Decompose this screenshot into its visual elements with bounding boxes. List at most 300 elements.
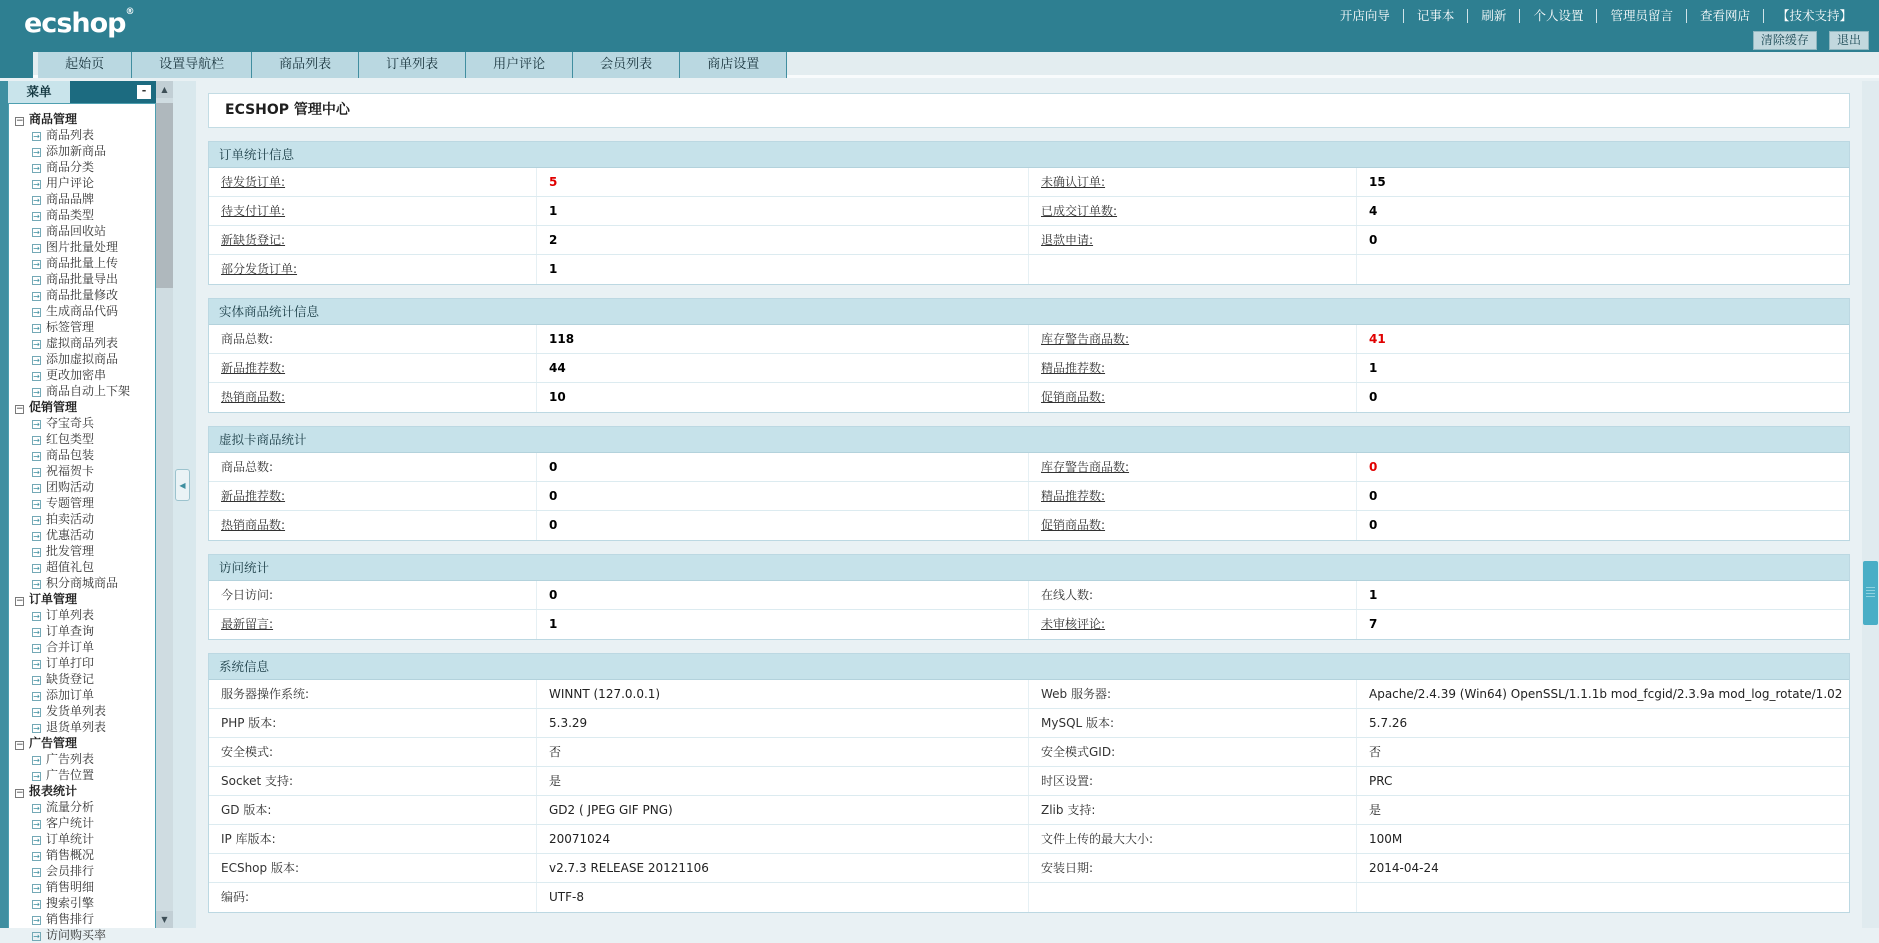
stat-value-text: 1 (549, 262, 558, 276)
stat-label-text[interactable]: 未审核评论: (1041, 617, 1106, 631)
sidebar-item[interactable] (9, 143, 155, 159)
sidebar-item-label: 积分商城商品 (46, 576, 119, 590)
stat-value-text: 0 (549, 489, 558, 503)
table-row (209, 825, 1849, 854)
stat-label[interactable] (1029, 610, 1357, 639)
sidebar-scrollbar-thumb[interactable] (156, 103, 173, 288)
stat-value (1357, 825, 1849, 853)
link-arrow-icon: → (33, 756, 40, 765)
stat-value (537, 453, 1029, 481)
sidebar-item[interactable] (9, 799, 155, 815)
sidebar-item[interactable] (9, 447, 155, 463)
sidebar-item[interactable] (9, 431, 155, 447)
link-arrow-icon: → (33, 372, 40, 381)
sidebar-item[interactable] (9, 511, 155, 527)
stat-label-text: ECShop 版本: (221, 861, 300, 875)
sidebar-item[interactable] (9, 175, 155, 191)
tab-6[interactable]: 会员列表 (573, 52, 680, 78)
sidebar-item-label: 团购活动 (46, 480, 95, 494)
page-scrollbar-thumb[interactable] (1863, 561, 1878, 625)
sidebar-item-label: 缺货登记 (46, 672, 95, 686)
stat-value (537, 680, 1029, 708)
sidebar-item[interactable] (9, 607, 155, 623)
sidebar-item[interactable] (9, 703, 155, 719)
stat-label[interactable] (209, 383, 537, 412)
table-row (209, 453, 1849, 482)
stat-label-text: Socket 支持: (221, 774, 294, 788)
stat-value-text: 1 (549, 204, 558, 218)
sidebar-item-label: 商品列表 (46, 128, 95, 142)
section-title: 访问统计 (209, 555, 1849, 581)
tab-7[interactable]: 商店设置 (680, 52, 787, 78)
collapse-box-icon: − (16, 596, 24, 606)
stat-value-text: 100M (1369, 832, 1403, 846)
link-arrow-icon: → (33, 916, 40, 925)
stat-value (537, 825, 1029, 853)
stat-label-text: 编码: (221, 890, 250, 904)
stat-value (537, 581, 1029, 609)
sidebar-item-label: 发货单列表 (46, 704, 107, 718)
stat-label[interactable] (1029, 354, 1357, 382)
stat-label-text: 今日访问: (221, 588, 274, 602)
sidebar-item[interactable] (9, 671, 155, 687)
stat-value-text: 5.3.29 (549, 716, 588, 730)
table-row (209, 767, 1849, 796)
stat-value (1357, 738, 1849, 766)
stat-label-text: 商品总数: (221, 332, 274, 346)
link-arrow-icon: → (33, 836, 40, 845)
stat-label-text[interactable]: 促销商品数: (1041, 390, 1106, 404)
link-arrow-icon: → (33, 388, 40, 397)
tab-3[interactable]: 商品列表 (252, 52, 359, 78)
tab-5[interactable]: 用户评论 (466, 52, 573, 78)
table-row (209, 197, 1849, 226)
sidebar-item[interactable] (9, 639, 155, 655)
link-arrow-icon: → (33, 708, 40, 717)
sidebar-item[interactable] (9, 847, 155, 863)
topbar-buttons (1746, 29, 1869, 50)
link-arrow-icon: → (33, 532, 40, 541)
sidebar-item[interactable] (9, 415, 155, 431)
sidebar-item[interactable] (9, 863, 155, 879)
stat-label-text: 在线人数: (1041, 588, 1094, 602)
stat-label (1029, 825, 1357, 853)
stat-label[interactable] (209, 197, 537, 225)
tab-strip (0, 52, 1879, 78)
sidebar-item-label: 优惠活动 (46, 528, 95, 542)
stat-label-text[interactable]: 促销商品数: (1041, 518, 1106, 532)
stat-value (1357, 883, 1849, 912)
table-row (209, 738, 1849, 767)
stat-value (537, 738, 1029, 766)
sidebar-item[interactable] (9, 559, 155, 575)
stat-value-text: 118 (549, 332, 575, 346)
sidebar-item[interactable] (9, 383, 155, 399)
sidebar-item-label: 销售明细 (46, 880, 95, 894)
stat-label (209, 767, 537, 795)
sidebar-item[interactable] (9, 927, 155, 943)
link-arrow-icon: → (33, 468, 40, 477)
tab-strip-corner (0, 52, 33, 78)
stat-value-text: 1 (1369, 361, 1378, 375)
sidebar-item[interactable] (9, 223, 155, 239)
stat-value (537, 610, 1029, 639)
stat-label[interactable] (209, 511, 537, 540)
sidebar-item-label: 流量分析 (46, 800, 95, 814)
collapse-box-icon: − (16, 404, 24, 414)
link-arrow-icon: → (33, 820, 40, 829)
sidebar-item-label: 搜索引擎 (46, 896, 95, 910)
sidebar-item[interactable] (9, 655, 155, 671)
stat-value (537, 226, 1029, 254)
sidebar-item[interactable] (9, 879, 155, 895)
stat-value (1357, 796, 1849, 824)
sidebar-group-2[interactable] (9, 399, 155, 415)
stat-value (537, 168, 1029, 196)
sidebar-group-5[interactable] (9, 783, 155, 799)
sidebar-item-label: 商品自动上下架 (46, 384, 131, 398)
stat-value-text: 7 (1369, 617, 1378, 631)
stat-label-text: 安全模式: (221, 745, 274, 759)
sidebar-item[interactable] (9, 207, 155, 223)
section-title: 系统信息 (209, 654, 1849, 680)
table-row (209, 168, 1849, 197)
table-row (209, 354, 1849, 383)
stat-label[interactable] (1029, 197, 1357, 225)
page-scrollbar[interactable] (1862, 81, 1879, 928)
sidebar-item-label: 访问购买率 (46, 928, 107, 942)
link-arrow-icon: → (33, 804, 40, 813)
stat-label-text[interactable]: 已成交订单数: (1041, 204, 1118, 218)
stat-value (537, 883, 1029, 912)
stat-value (1357, 453, 1849, 481)
sidebar-item[interactable] (9, 127, 155, 143)
section-5 (208, 653, 1850, 913)
section-2 (208, 298, 1850, 413)
sidebar-collapse-handle[interactable]: ◀ (175, 469, 190, 501)
stat-label-text[interactable]: 新缺货登记: (221, 233, 286, 247)
topbar-links (1327, 8, 1865, 26)
link-arrow-icon: → (33, 692, 40, 701)
table-row (209, 883, 1849, 912)
stat-value-text: 否 (549, 745, 562, 759)
sidebar-item-label: 祝福贺卡 (46, 464, 95, 478)
stat-label (1029, 767, 1357, 795)
scroll-up-icon[interactable]: ▲ (156, 81, 173, 98)
stat-value (1357, 255, 1849, 284)
sidebar-item-label: 客户统计 (46, 816, 95, 830)
stat-value-text: 5.7.26 (1369, 716, 1408, 730)
sidebar-item-label: 虚拟商品列表 (46, 336, 119, 350)
collapse-box-icon: − (16, 740, 24, 750)
stat-label[interactable] (1029, 168, 1357, 196)
stat-label-text[interactable]: 部分发货订单: (221, 262, 298, 276)
main-content (196, 81, 1862, 928)
sidebar-item[interactable] (9, 319, 155, 335)
stat-value-text: UTF-8 (549, 890, 584, 904)
link-arrow-icon: → (33, 516, 40, 525)
table-row (209, 680, 1849, 709)
link-arrow-icon: → (33, 228, 40, 237)
sidebar-item-label: 订单打印 (46, 656, 95, 670)
sidebar-item-label: 专题管理 (46, 496, 95, 510)
stat-value-text: 20071024 (549, 832, 611, 846)
stat-value-text: 0 (1369, 390, 1378, 404)
stat-value (1357, 767, 1849, 795)
link-arrow-icon: → (33, 548, 40, 557)
table-row (209, 610, 1849, 639)
topbar-link-3[interactable]: 刷新 (1468, 9, 1520, 23)
table-row (209, 482, 1849, 511)
stat-label[interactable] (209, 226, 537, 254)
link-arrow-icon: → (33, 500, 40, 509)
stat-label-text[interactable]: 待发货订单: (221, 175, 286, 189)
stat-value-text: 0 (549, 518, 558, 532)
sidebar-item-label: 商品类型 (46, 208, 95, 222)
stat-label-text[interactable]: 新品推荐数: (221, 361, 286, 375)
topbar-link-5[interactable]: 管理员留言 (1597, 9, 1687, 23)
sidebar-group-4[interactable] (9, 735, 155, 751)
sidebar-item[interactable] (9, 463, 155, 479)
sidebar-item-label: 批发管理 (46, 544, 95, 558)
sidebar-item-label: 图片批量处理 (46, 240, 119, 254)
stat-label-text[interactable]: 待支付订单: (221, 204, 286, 218)
sidebar-item-label: 生成商品代码 (46, 304, 119, 318)
sidebar-item[interactable] (9, 575, 155, 591)
sidebar-scrollbar[interactable] (156, 81, 173, 928)
stat-value (537, 511, 1029, 540)
link-arrow-icon: → (33, 308, 40, 317)
stat-value (537, 767, 1029, 795)
sidebar-item-label: 销售概况 (46, 848, 95, 862)
stat-value-text: v2.7.3 RELEASE 20121106 (549, 861, 709, 875)
sidebar-item[interactable] (9, 623, 155, 639)
stat-label-text[interactable]: 热销商品数: (221, 518, 286, 532)
tab-2[interactable]: 设置导航栏 (132, 52, 252, 78)
stat-value (537, 709, 1029, 737)
sidebar-group-1[interactable] (9, 111, 155, 127)
sidebar-item[interactable] (9, 767, 155, 783)
stat-value (537, 325, 1029, 353)
stat-label-text: 商品总数: (221, 460, 274, 474)
stat-label (209, 796, 537, 824)
stat-label-text: Web 服务器: (1041, 687, 1112, 701)
stat-label-text[interactable]: 库存警告商品数: (1041, 460, 1130, 474)
sidebar-item[interactable] (9, 255, 155, 271)
stat-label (1029, 796, 1357, 824)
table-row (209, 383, 1849, 412)
scroll-down-icon[interactable]: ▼ (156, 911, 173, 928)
link-arrow-icon: → (33, 132, 40, 141)
sidebar-item[interactable] (9, 271, 155, 287)
stat-value-text: 0 (1369, 489, 1378, 503)
topbar-link-1[interactable]: 开店向导 (1327, 9, 1404, 23)
sidebar-menu-tree (8, 103, 156, 942)
topbar-link-4[interactable]: 个人设置 (1520, 9, 1597, 23)
stat-label-text[interactable]: 退款申请: (1041, 233, 1094, 247)
stat-label (1029, 680, 1357, 708)
sidebar-item[interactable] (9, 831, 155, 847)
section-1 (208, 141, 1850, 285)
link-arrow-icon: → (33, 580, 40, 589)
sidebar-item[interactable] (9, 911, 155, 927)
stat-value (1357, 325, 1849, 353)
stat-label (209, 680, 537, 708)
stat-value (1357, 354, 1849, 382)
stat-value-text: 2 (549, 233, 558, 247)
stat-value-text: PRC (1369, 774, 1393, 788)
sidebar-item-label: 订单列表 (46, 608, 95, 622)
stat-value-text: 0 (1369, 233, 1378, 247)
stat-value-text: 1 (549, 617, 558, 631)
sidebar-item[interactable] (9, 527, 155, 543)
sidebar-item[interactable] (9, 367, 155, 383)
stat-value-text: WINNT (127.0.0.1) (549, 687, 661, 701)
sidebar-item[interactable] (9, 719, 155, 735)
sidebar-item[interactable] (9, 479, 155, 495)
stat-label (1029, 709, 1357, 737)
stat-label[interactable] (1029, 482, 1357, 510)
stat-label[interactable] (209, 255, 537, 284)
ecshop-logo: ecshop® (24, 7, 135, 39)
stat-value-text: GD2 ( JPEG GIF PNG) (549, 803, 673, 817)
section-3 (208, 426, 1850, 541)
link-arrow-icon: → (33, 884, 40, 893)
table-row (209, 581, 1849, 610)
topbar-link-6[interactable]: 查看网店 (1687, 9, 1764, 23)
stat-label-text[interactable]: 新品推荐数: (221, 489, 286, 503)
stat-label-text[interactable]: 精品推荐数: (1041, 361, 1106, 375)
stat-value (1357, 680, 1849, 708)
link-arrow-icon: → (33, 628, 40, 637)
stat-label[interactable] (209, 354, 537, 382)
stat-label-text: IP 库版本: (221, 832, 276, 846)
table-row (209, 709, 1849, 738)
stat-label[interactable] (1029, 383, 1357, 412)
sidebar-item[interactable] (9, 191, 155, 207)
sidebar-item-label: 夺宝奇兵 (46, 416, 95, 430)
clear-cache-button[interactable]: 清除缓存 (1753, 31, 1817, 50)
sidebar-item[interactable] (9, 543, 155, 559)
stat-label[interactable] (209, 168, 537, 196)
stat-value (537, 197, 1029, 225)
sidebar-item[interactable] (9, 303, 155, 319)
stat-value (537, 354, 1029, 382)
sidebar-item-label: 拍卖活动 (46, 512, 95, 526)
stat-label[interactable] (1029, 226, 1357, 254)
link-arrow-icon: → (33, 292, 40, 301)
sidebar-item[interactable] (9, 159, 155, 175)
stat-value (537, 255, 1029, 284)
stat-value (1357, 511, 1849, 540)
stat-label-text[interactable]: 最新留言: (221, 617, 274, 631)
collapse-box-icon: − (16, 116, 24, 126)
stat-label-text[interactable]: 热销商品数: (221, 390, 286, 404)
sidebar-item-label: 红包类型 (46, 432, 95, 446)
stat-label[interactable] (209, 610, 537, 639)
sidebar-item-label: 标签管理 (46, 320, 95, 334)
topbar-link-7[interactable]: 【技术支持】 (1776, 8, 1852, 23)
tab-4[interactable]: 订单列表 (359, 52, 466, 78)
stat-label-text: MySQL 版本: (1041, 716, 1115, 730)
stat-value (537, 854, 1029, 882)
section-title: 订单统计信息 (209, 142, 1849, 168)
table-row (209, 325, 1849, 354)
stat-label (209, 825, 537, 853)
stat-value-text: 0 (1369, 460, 1378, 474)
link-arrow-icon: → (33, 724, 40, 733)
link-arrow-icon: → (33, 276, 40, 285)
sidebar-group-3[interactable] (9, 591, 155, 607)
stat-label-text[interactable]: 精品推荐数: (1041, 489, 1106, 503)
sidebar-item-label: 商品批量修改 (46, 288, 119, 302)
stat-label (1029, 255, 1357, 284)
link-arrow-icon: → (33, 180, 40, 189)
stat-label-text[interactable]: 未确认订单: (1041, 175, 1106, 189)
sidebar-item-label: 销售排行 (46, 912, 95, 926)
stat-label-text[interactable]: 库存警告商品数: (1041, 332, 1130, 346)
link-arrow-icon: → (33, 644, 40, 653)
sidebar-item[interactable] (9, 239, 155, 255)
sidebar-item-label: 商品包装 (46, 448, 95, 462)
stat-value (1357, 168, 1849, 196)
link-arrow-icon: → (33, 852, 40, 861)
logout-button[interactable]: 退出 (1829, 31, 1869, 50)
sidebar-item[interactable] (9, 687, 155, 703)
stat-label (209, 453, 537, 481)
link-arrow-icon: → (33, 868, 40, 877)
stat-label (209, 709, 537, 737)
stat-value (1357, 197, 1849, 225)
table-row (209, 796, 1849, 825)
stat-value (1357, 482, 1849, 510)
stat-label (209, 738, 537, 766)
stat-label (1029, 883, 1357, 912)
sidebar-item-label: 商品分类 (46, 160, 95, 174)
stat-label-text: GD 版本: (221, 803, 272, 817)
topbar-link-2[interactable]: 记事本 (1404, 9, 1469, 23)
sidebar-item-label: 超值礼包 (46, 560, 95, 574)
link-arrow-icon: → (33, 196, 40, 205)
sidebar-minimize-button[interactable]: - (137, 85, 151, 99)
sidebar-item[interactable] (9, 351, 155, 367)
tab-1[interactable]: 起始页 (38, 52, 132, 78)
stat-label-text: 文件上传的最大大小: (1041, 832, 1154, 846)
sidebar-item[interactable] (9, 495, 155, 511)
stat-label[interactable] (1029, 511, 1357, 540)
link-arrow-icon: → (33, 484, 40, 493)
stat-value-text: 15 (1369, 175, 1386, 189)
stat-label (209, 883, 537, 912)
stat-label[interactable] (1029, 325, 1357, 353)
stat-label-text: PHP 版本: (221, 716, 277, 730)
stat-label-text: Zlib 支持: (1041, 803, 1096, 817)
stat-label[interactable] (209, 482, 537, 510)
sidebar-item[interactable] (9, 815, 155, 831)
sidebar-item[interactable] (9, 335, 155, 351)
sidebar-item[interactable] (9, 751, 155, 767)
page-title: ECSHOP 管理中心 (208, 93, 1850, 128)
stat-label[interactable] (1029, 453, 1357, 481)
sidebar-item[interactable] (9, 895, 155, 911)
stat-value (1357, 709, 1849, 737)
stat-value-text: 0 (1369, 518, 1378, 532)
sidebar-item[interactable] (9, 287, 155, 303)
stat-value (1357, 854, 1849, 882)
sidebar-title-tab[interactable]: 菜单 (8, 81, 70, 103)
link-arrow-icon: → (33, 772, 40, 781)
sidebar-edge-strip (0, 81, 8, 928)
